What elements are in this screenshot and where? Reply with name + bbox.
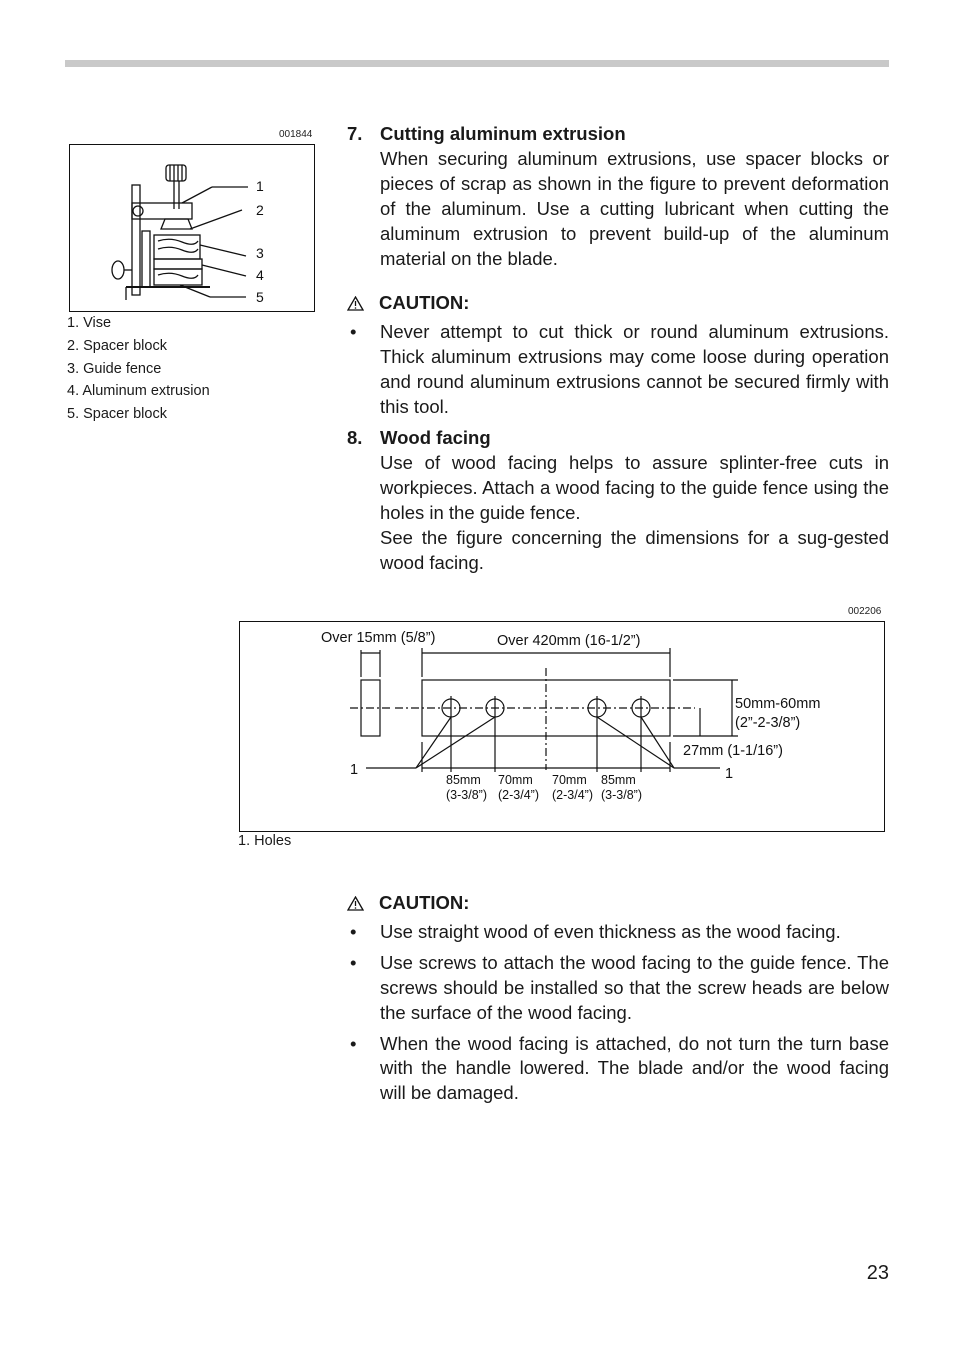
caution2-heading [347,891,889,916]
caution1-label: CAUTION: [379,292,470,314]
vise-arm [132,203,192,219]
caution2-bullet-text: Use screws to attach the wood facing to the guide fence. The screws should be installed so that the screw heads are below the surface of the wood facing. [380,951,889,1023]
spacing-label: 70mm [552,773,587,787]
section7-heading [347,122,889,147]
section7-title: Cutting aluminum extrusion [380,123,626,144]
wood-facing-diagram [240,622,883,830]
lower-text-column [347,891,889,1106]
header-rule [65,60,889,67]
spacer-block-top [154,235,200,259]
callout-holes-left: 1 [350,762,359,778]
callout-holes-right: 1 [725,766,734,782]
guide-fence [142,231,150,287]
caution2-bullet-text: Use straight wood of even thickness as the wood facing. [380,920,841,942]
warning-icon [347,896,379,911]
bullet-dot: • [350,951,357,973]
aluminum-extrusion [154,259,202,269]
page-number: 23 [866,1262,889,1284]
section7-body: When securing aluminum extrusions, use spacer blocks or pieces of scrap as shown in the figure to prevent deformation of the aluminum. Use a cutting lubricant when cutting the aluminum extrusion to prevent build-up of the aluminum material on the blade. [380,147,889,269]
figure1-frame [69,144,315,312]
vise-illustration [70,145,313,310]
height-inch-label: (2”-2-3/8”) [735,715,801,731]
upper-text-column [347,122,889,575]
figure1-code: 001844 [279,129,313,140]
warning-icon [347,296,379,311]
bullet-dot: • [350,1032,357,1054]
callout-2: 2 [256,202,264,218]
section8-title: Wood facing [380,426,491,448]
legend-item: 3. Guide fence [67,360,162,377]
legend-item: 2. Spacer block [67,337,167,354]
callout-1: 1 [256,178,264,194]
caution2-bullet [347,920,889,945]
legend-item: 5. Spacer block [67,406,167,423]
spacing-label: 70mm [498,773,533,787]
caution1-bullet [347,320,889,420]
spacing-inch-label: (2-3/4”) [498,788,539,802]
section8-body1: Use of wood facing helps to assure splinter-free cuts in workpieces. Attach a wood facing to the guide fence using the holes in the guide fence. [380,451,889,523]
spacing-label: 85mm [601,773,636,787]
figure1-legend [67,312,210,426]
section8-heading [347,426,889,451]
spacing-inch-label: (3-3/8”) [446,788,487,802]
spacing-label: 85mm [446,773,481,787]
section8-number: 8. [347,426,363,448]
section8-body2: See the figure concerning the dimensions for a sug-gested wood facing. [380,526,889,573]
figure2-frame [239,621,885,832]
caution2-bullet-text: When the wood facing is attached, do not turn the turn base with the handle lowered. The blade and/or the wood facing will be damaged. [380,1032,889,1104]
caution1-heading [347,291,889,316]
length-label: Over 420mm (16-1/2”) [497,633,641,649]
caution1-bullet-text: Never attempt to cut thick or round aluminum extrusions. Thick aluminum extrusions may come loose during operation and round aluminum extrusions cannot be secured firmly with this tool. [380,321,889,418]
callout-4: 4 [256,267,264,283]
callout-3: 3 [256,245,264,261]
figure2-legend: 1. Holes [238,833,292,849]
bullet-dot: • [350,920,357,942]
spacing-inch-label: (2-3/4”) [552,788,593,802]
section7-number: 7. [347,123,363,144]
legend-item: 4. Aluminum extrusion [67,383,210,400]
vise-knob [166,165,186,181]
figure2-code: 002206 [848,606,882,617]
spacing-inch-label: (3-3/8”) [601,788,642,802]
caution2-bullet [347,1032,889,1107]
height-label: 50mm-60mm [735,696,821,712]
caution2-bullet [347,951,889,1026]
caution2-label: CAUTION: [379,892,470,913]
legend-item: 1. Vise [67,315,112,331]
thickness-label: Over 15mm (5/8”) [321,630,436,646]
hole-height-label: 27mm (1-1/16”) [683,743,783,759]
bullet-dot: • [350,321,357,343]
callout-5: 5 [256,289,264,305]
